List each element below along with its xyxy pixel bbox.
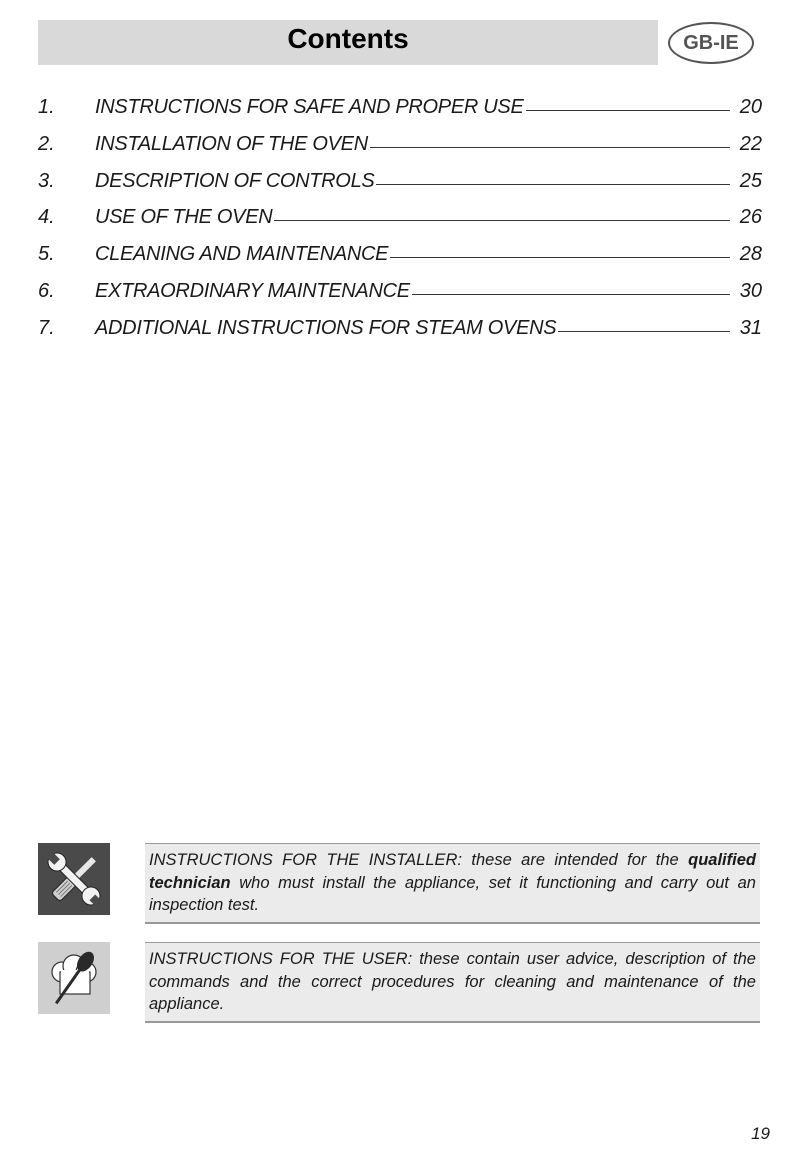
- toc-entry[interactable]: [38, 133, 762, 170]
- installer-note-bold: qualified technician: [149, 851, 756, 892]
- toc-entry-number: 1.: [38, 96, 55, 118]
- user-note-text: INSTRUCTIONS FOR THE USER: these contain user advice, description of the commands and the correct procedures for cleaning and maintenance of the appliance.: [145, 942, 760, 1023]
- toc-leader-line: [526, 110, 730, 111]
- toc-entry-page: 28: [739, 243, 762, 266]
- installer-note: [38, 843, 760, 915]
- user-note: [38, 942, 760, 1014]
- toc-entry-title: EXTRAORDINARY MAINTENANCE: [95, 279, 410, 302]
- toc-leader-line: [558, 331, 730, 332]
- toc-entry-title: CLEANING AND MAINTENANCE: [95, 243, 389, 266]
- page-number: 19: [751, 1124, 770, 1143]
- toc-leader-line: [370, 147, 730, 148]
- toc-entry[interactable]: [38, 243, 762, 280]
- toc-entry-title: INSTALLATION OF THE OVEN: [95, 132, 368, 155]
- toc-entry[interactable]: [38, 206, 762, 243]
- toc-entry-page: 22: [739, 132, 762, 155]
- toc-entry-number: 3.: [38, 169, 55, 192]
- installer-note-intro: INSTRUCTIONS FOR THE INSTALLER: these are intended for the: [149, 851, 679, 869]
- toc-entry-number: 7.: [38, 316, 55, 339]
- toc-entry-page: 31: [739, 316, 762, 339]
- toc-leader-line: [390, 257, 730, 258]
- toc-entry[interactable]: [38, 280, 762, 317]
- installer-note-text: [145, 843, 760, 924]
- toc-entry[interactable]: [38, 170, 762, 207]
- toc-entry-page: 25: [739, 169, 762, 192]
- installer-note-rest: who must install the appliance, set it functioning and carry out an inspection test.: [149, 873, 756, 914]
- toc-entry-page: 30: [739, 279, 762, 302]
- toc-entry-number: 2.: [38, 132, 55, 155]
- toc-entry[interactable]: [38, 317, 762, 354]
- toc-entry-page: 20: [739, 96, 762, 118]
- toc-entry-title: DESCRIPTION OF CONTROLS: [95, 169, 375, 192]
- table-of-contents: [38, 96, 762, 354]
- toc-entry-number: 5.: [38, 243, 55, 266]
- toc-entry-title: INSTRUCTIONS FOR SAFE AND PROPER USE: [95, 96, 524, 118]
- language-badge: GB-IE: [668, 22, 754, 64]
- toc-entry[interactable]: [38, 96, 762, 133]
- toc-entry-page: 26: [739, 206, 762, 229]
- title-bar: [38, 20, 658, 65]
- toc-entry-number: 4.: [38, 206, 55, 229]
- toc-entry-number: 6.: [38, 279, 55, 302]
- spoon-chef-hat-icon: [38, 942, 110, 1014]
- toc-leader-line: [412, 294, 730, 295]
- toc-leader-line: [274, 220, 730, 221]
- wrench-screwdriver-icon: [38, 843, 110, 915]
- toc-leader-line: [376, 184, 730, 185]
- page-title: Contents: [287, 22, 409, 54]
- toc-entry-title: USE OF THE OVEN: [95, 206, 273, 229]
- toc-entry-title: ADDITIONAL INSTRUCTIONS FOR STEAM OVENS: [95, 316, 557, 339]
